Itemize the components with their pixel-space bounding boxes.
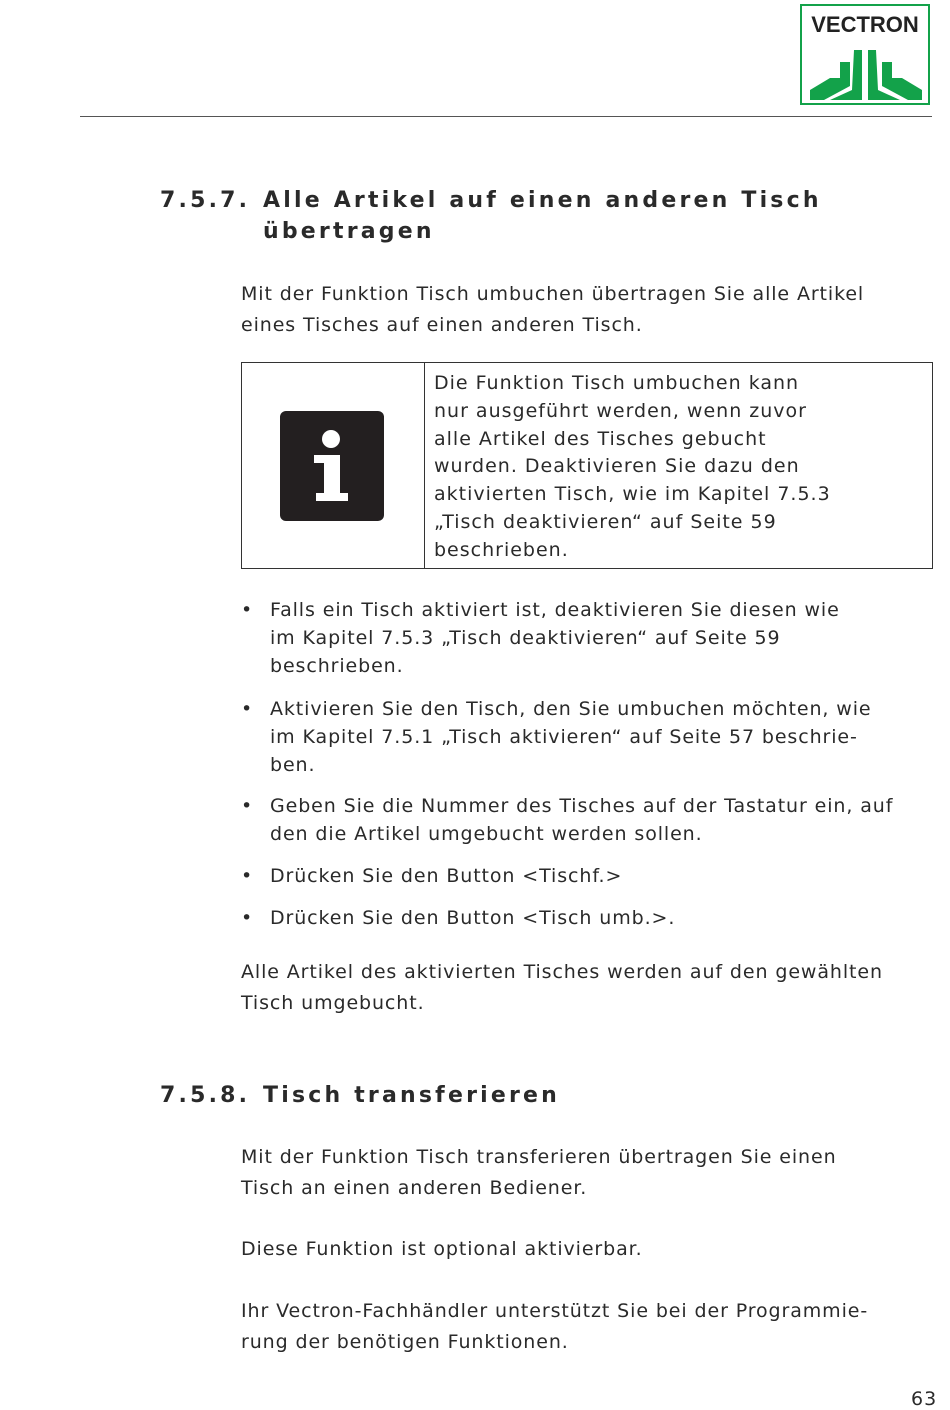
paragraph — [241, 1142, 931, 1204]
info-line: wurden. Deaktivieren Sie dazu den — [434, 455, 800, 478]
text-line: Tisch umgebucht. — [241, 992, 425, 1014]
text-line: eines Tisches auf einen anderen Tisch. — [241, 314, 643, 336]
info-line: aktivierten Tisch, wie im Kapitel 7.5.3 — [434, 483, 831, 506]
section-number: 7.5.8. — [160, 1083, 251, 1108]
vectron-logo-mark-icon — [810, 40, 922, 100]
intro-paragraph — [241, 279, 931, 341]
info-icon — [280, 411, 384, 521]
list-item-text — [270, 863, 930, 891]
list-item-text — [270, 905, 930, 933]
section-title-line: Alle Artikel auf einen anderen Tisch — [263, 188, 822, 213]
text-line: Mit der Funktion Tisch umbuchen übertragen Sie alle Artikel — [241, 283, 865, 305]
info-line: beschrieben. — [434, 538, 569, 561]
text-line: Mit der Funktion Tisch transferieren übertragen Sie einen — [241, 1146, 837, 1168]
text-line: im Kapitel 7.5.1 „Tisch aktivieren“ auf Seite 57 beschrie- — [270, 725, 858, 748]
text-line: ben. — [270, 753, 316, 776]
info-line: nur ausgeführt werden, wenn zuvor — [434, 399, 807, 422]
info-line: Die Funktion Tisch umbuchen kann — [434, 372, 800, 394]
section-title — [263, 185, 883, 247]
text-line: den die Artikel umgebucht werden sollen. — [270, 822, 703, 845]
page-number: 63 — [911, 1388, 938, 1410]
header-divider — [80, 116, 932, 117]
section-number: 7.5.7. — [160, 188, 251, 213]
bullet-marker: • — [241, 698, 254, 720]
bullet-marker: • — [241, 907, 254, 929]
bullet-marker: • — [241, 795, 254, 817]
list-item-text — [270, 793, 930, 849]
list-item-text — [270, 597, 930, 680]
bullet-marker: • — [241, 865, 254, 887]
text-line: im Kapitel 7.5.3 „Tisch deaktivieren“ auf Seite 59 — [270, 626, 781, 649]
section-title-line: übertragen — [263, 219, 435, 244]
text-line: beschrieben. — [270, 654, 404, 677]
vectron-logo — [800, 4, 930, 105]
text-line: rung der benötigen Funktionen. — [241, 1331, 569, 1353]
paragraph: Diese Funktion ist optional aktivierbar. — [241, 1238, 643, 1260]
text-line: Drücken Sie den Button <Tisch umb.>. — [270, 907, 676, 929]
text-line: Geben Sie die Nummer des Tisches auf der Tastatur ein, auf — [270, 795, 894, 817]
section-title: Tisch transferieren — [263, 1083, 561, 1108]
text-line: Ihr Vectron-Fachhändler unterstützt Sie bei der Programmie- — [241, 1300, 869, 1322]
info-note-text — [434, 370, 914, 565]
info-note-box — [241, 362, 933, 569]
info-box-divider — [424, 363, 425, 568]
result-paragraph — [241, 957, 931, 1019]
text-line: Falls ein Tisch aktiviert ist, deaktivieren Sie diesen wie — [270, 599, 840, 621]
text-line: Aktivieren Sie den Tisch, den Sie umbuchen möchten, wie — [270, 698, 872, 720]
bullet-marker: • — [241, 599, 254, 621]
logo-wordmark: VECTRON — [811, 12, 919, 37]
text-line: Drücken Sie den Button <Tischf.> — [270, 865, 623, 887]
paragraph — [241, 1296, 931, 1358]
info-line: alle Artikel des Tisches gebucht — [434, 427, 767, 450]
text-line: Tisch an einen anderen Bediener. — [241, 1177, 588, 1199]
list-item-text — [270, 696, 930, 779]
info-line: „Tisch deaktivieren“ auf Seite 59 — [434, 510, 777, 533]
text-line: Alle Artikel des aktivierten Tisches werden auf den gewählten — [241, 961, 883, 983]
